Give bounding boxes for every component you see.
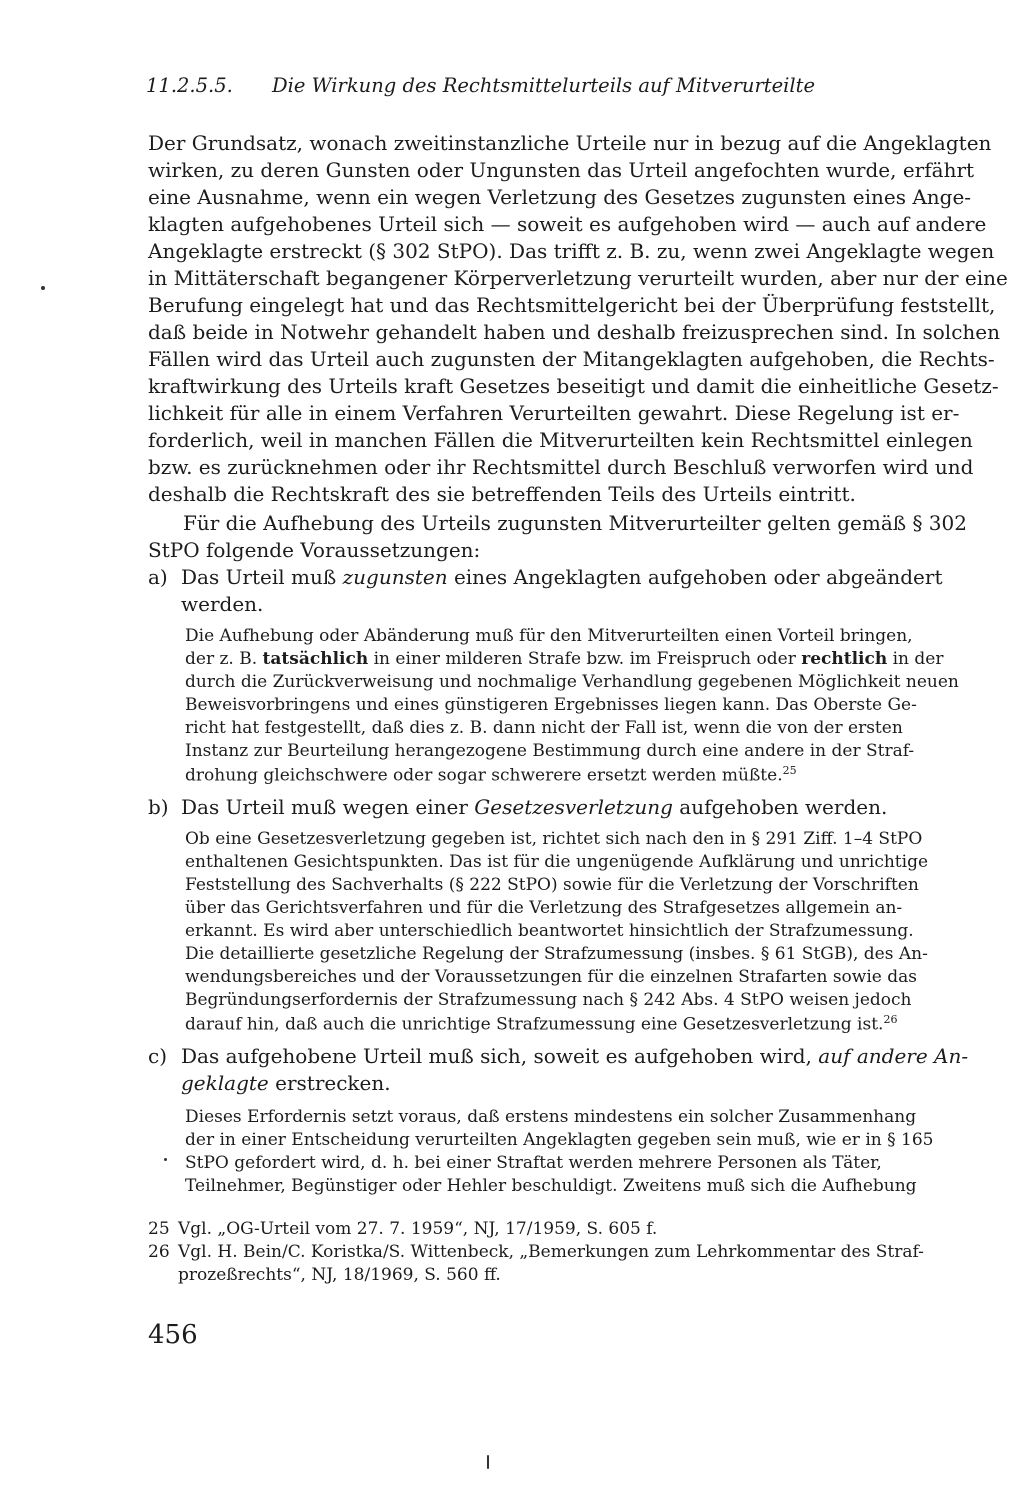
- section-title: Die Wirkung des Rechtsmittelurteils auf Mitverurteilte: [272, 74, 815, 97]
- text-run: in einer milderen Strafe bzw. im Freispruch oder: [368, 649, 802, 669]
- emphasis: auf andere An-: [818, 1044, 969, 1068]
- indented-line: der in einer Entscheidung verurteilten Angeklagten gegeben sein muß, wie er in § 165: [185, 1130, 934, 1150]
- body-line: Angeklagte erstreckt (§ 302 StPO). Das trifft z. B. zu, wenn zwei Angeklagte wegen: [148, 239, 995, 263]
- body-line: wirken, zu deren Gunsten oder Ungunsten das Urteil angefochten wurde, erfährt: [148, 158, 975, 182]
- item-c-line: [181, 1044, 968, 1068]
- body-line: StPO folgende Voraussetzungen:: [148, 538, 481, 562]
- indented-line: StPO gefordert wird, d. h. bei einer Straftat werden mehrere Personen als Täter,: [185, 1153, 882, 1173]
- body-line: in Mittäterschaft begangener Körperverletzung verurteilt wurden, aber nur der eine: [148, 266, 1008, 290]
- indented-line: [185, 1013, 897, 1035]
- item-b-line: [181, 795, 887, 819]
- bold-term: rechtlich: [801, 649, 888, 669]
- footnote-number: 26: [148, 1242, 170, 1262]
- page-number: 456: [148, 1320, 198, 1350]
- footnote-ref: 26: [883, 1013, 898, 1026]
- indented-line: Begründungserfordernis der Strafzumessung nach § 242 Abs. 4 StPO weisen jedoch: [185, 990, 912, 1010]
- indented-line: [185, 764, 797, 786]
- indented-line: durch die Zurückverweisung und nochmalige Verhandlung gegebenen Möglichkeit neuen: [185, 672, 959, 692]
- text-run: Das Urteil muß wegen einer: [181, 795, 475, 819]
- text-run: eines Angeklagten aufgehoben oder abgeändert: [447, 565, 943, 589]
- bold-term: tatsächlich: [262, 649, 369, 669]
- body-line: lichkeit für alle in einem Verfahren Verurteilten gewahrt. Diese Regelung ist er-: [148, 401, 960, 425]
- indented-line: richt hat festgestellt, daß dies z. B. dann nicht der Fall ist, wenn die von der ersten: [185, 718, 903, 738]
- indented-line: erkannt. Es wird aber unterschiedlich beantwortet hinsichtlich der Strafzumessung.: [185, 921, 914, 941]
- scan-speck: [41, 286, 45, 290]
- body-line: bzw. es zurücknehmen oder ihr Rechtsmittel durch Beschluß verworfen wird und: [148, 455, 974, 479]
- indented-line: Dieses Erfordernis setzt voraus, daß erstens mindestens ein solcher Zusammenhang: [185, 1107, 917, 1127]
- text-run: Das Urteil muß: [181, 565, 343, 589]
- indented-line: Ob eine Gesetzesverletzung gegeben ist, richtet sich nach den in § 291 Ziff. 1–4 StPO: [185, 829, 923, 849]
- body-line: eine Ausnahme, wenn ein wegen Verletzung des Gesetzes zugunsten eines Ange-: [148, 185, 972, 209]
- emphasis: Gesetzesverletzung: [474, 795, 673, 819]
- text-run: darauf hin, daß auch die unrichtige Strafzumessung eine Gesetzesverletzung ist.: [185, 1014, 884, 1035]
- footnote-text: Vgl. „OG-Urteil vom 27. 7. 1959“, NJ, 17/1959, S. 605 f.: [178, 1219, 658, 1239]
- item-a-line: [181, 565, 943, 589]
- indented-line: über das Gerichtsverfahren und für die Verletzung des Strafgesetzes allgemein an-: [185, 898, 903, 918]
- footnote: [148, 1242, 924, 1262]
- footnote-ref: 25: [782, 764, 797, 777]
- text-run: aufgehoben werden.: [672, 795, 888, 819]
- indented-line: wendungsbereiches und der Voraussetzungen für die einzelnen Strafarten sowie das: [185, 967, 917, 987]
- emphasis: zugunsten: [342, 565, 448, 589]
- body-line: klagten aufgehobenes Urteil sich — soweit es aufgehoben wird — auch auf andere: [148, 212, 987, 236]
- indented-line: [185, 649, 943, 669]
- list-label-b: b): [148, 795, 169, 819]
- section-heading: [146, 74, 846, 97]
- body-line: daß beide in Notwehr gehandelt haben und deshalb freizusprechen sind. In solchen: [148, 320, 1000, 344]
- indented-line: Die detaillierte gesetzliche Regelung der Strafzumessung (insbes. § 61 StGB), des An-: [185, 944, 928, 964]
- text-run: in der: [887, 649, 944, 669]
- body-line: Der Grundsatz, wonach zweitinstanzliche Urteile nur in bezug auf die Angeklagten: [148, 131, 992, 155]
- footnote-number: 25: [148, 1219, 170, 1239]
- item-c-line: [181, 1071, 391, 1095]
- footnote: [148, 1219, 657, 1239]
- text-run: drohung gleichschwere oder sogar schwerere ersetzt werden müßte.: [185, 765, 783, 786]
- emphasis: geklagte: [181, 1071, 269, 1095]
- list-label-c: c): [148, 1044, 168, 1068]
- section-number: 11.2.5.5.: [146, 74, 233, 97]
- body-line: deshalb die Rechtskraft des sie betreffenden Teils des Urteils eintritt.: [148, 482, 856, 506]
- body-line: forderlich, weil in manchen Fällen die Mitverurteilten kein Rechtsmittel einlegen: [148, 428, 973, 452]
- indented-line: Teilnehmer, Begünstiger oder Hehler beschuldigt. Zweitens muß sich die Aufhebung: [185, 1176, 917, 1196]
- scan-speck: [487, 1455, 489, 1469]
- indented-line: Instanz zur Beurteilung herangezogene Bestimmung durch eine andere in der Straf-: [185, 741, 915, 761]
- body-line: Für die Aufhebung des Urteils zugunsten Mitverurteilter gelten gemäß § 302: [183, 511, 967, 535]
- text-run: Das aufgehobene Urteil muß sich, soweit es aufgehoben wird,: [181, 1044, 819, 1068]
- text-run: der z. B.: [185, 649, 263, 669]
- indented-line: Beweisvorbringens und eines günstigeren Ergebnisses liegen kann. Das Oberste Ge-: [185, 695, 917, 715]
- body-line: kraftwirkung des Urteils kraft Gesetzes beseitigt und damit die einheitliche Gesetz-: [148, 374, 999, 398]
- indented-line: Die Aufhebung oder Abänderung muß für den Mitverurteilten einen Vorteil bringen,: [185, 626, 913, 646]
- indented-line: Feststellung des Sachverhalts (§ 222 StPO) sowie für die Verletzung der Vorschriften: [185, 875, 919, 895]
- text-run: erstrecken.: [268, 1071, 391, 1095]
- footnote-text: prozeßrechts“, NJ, 18/1969, S. 560 ff.: [178, 1265, 501, 1285]
- body-line: Fällen wird das Urteil auch zugunsten der Mitangeklagten aufgehoben, die Rechts-: [148, 347, 995, 371]
- body-line: Berufung eingelegt hat und das Rechtsmittelgericht bei der Überprüfung feststellt,: [148, 293, 996, 317]
- indented-line: enthaltenen Gesichtspunkten. Das ist für die ungenügende Aufklärung und unrichtige: [185, 852, 929, 872]
- footnote-text: Vgl. H. Bein/C. Koristka/S. Wittenbeck, „Bemerkungen zum Lehrkommentar des Straf-: [178, 1242, 924, 1262]
- scan-speck: [164, 1158, 167, 1161]
- list-label-a: a): [148, 565, 168, 589]
- item-a-line: werden.: [181, 592, 264, 616]
